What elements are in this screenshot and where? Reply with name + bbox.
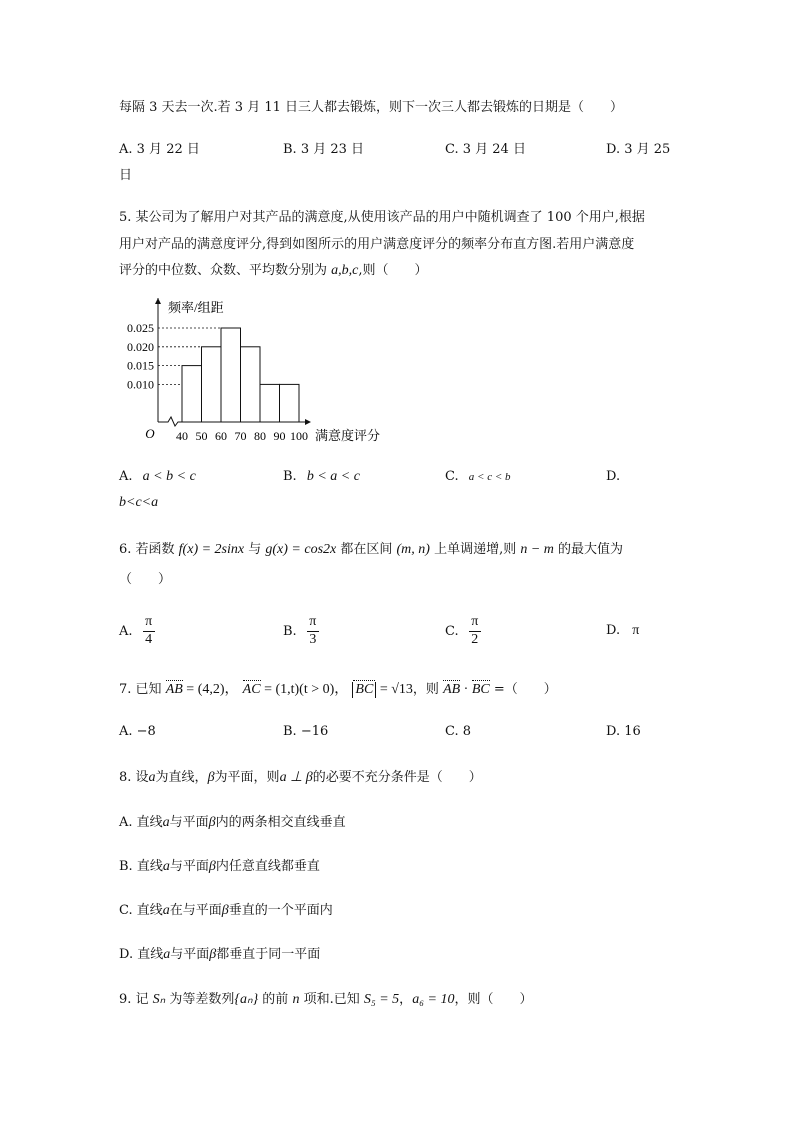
q7-option-a: A. −8 bbox=[119, 724, 156, 739]
q7-post: =（ ） bbox=[489, 682, 557, 697]
q6-line1 bbox=[119, 538, 623, 558]
q6-b-num: π bbox=[309, 614, 317, 629]
q9-sn: Sₙ bbox=[152, 992, 166, 1007]
q8-b-t0: B. 直线 bbox=[119, 859, 163, 874]
q4-stem: 每隔 3 天去一次.若 3 月 11 日三人都去锻炼，则下一次三人都去锻炼的日期是（ ） bbox=[119, 100, 624, 115]
q4-option-d: D. 3 月 25 bbox=[606, 142, 671, 157]
q8-option-d bbox=[119, 943, 320, 963]
q8-a: a bbox=[148, 770, 156, 785]
q8-d-var: a bbox=[163, 947, 171, 962]
q7-bc-val: = √13 bbox=[376, 682, 413, 697]
y-axis-arrow bbox=[155, 298, 161, 304]
q6-mid3: 上单调递增,则 bbox=[429, 542, 521, 557]
q8-c-beta: β bbox=[221, 903, 229, 918]
q8-perp: a ⊥ β bbox=[279, 770, 313, 785]
q7-ac-val: = (1,t)(t > 0)， bbox=[260, 682, 349, 697]
q5-line3 bbox=[119, 259, 428, 279]
q6-a-num: π bbox=[145, 614, 153, 629]
q6-d-val: π bbox=[632, 623, 640, 638]
q9-comma: ， bbox=[399, 992, 413, 1007]
x-tick-label: 80 bbox=[254, 429, 266, 443]
q8-option-b bbox=[119, 855, 320, 875]
x-tick-label: 50 bbox=[195, 429, 208, 443]
q7-dot-bc: BC bbox=[471, 682, 490, 697]
q7-vec-bc: BC bbox=[352, 682, 376, 698]
x-tick-label: 40 bbox=[176, 429, 188, 443]
q7-dot-ab: AB bbox=[443, 682, 461, 697]
histogram-bar bbox=[280, 384, 300, 422]
q8-b-beta: β bbox=[208, 859, 216, 874]
q9-s5: S₅ = 5 bbox=[363, 992, 400, 1007]
q9-a6: a₆ = 10 bbox=[412, 992, 455, 1007]
q8-d-t1: 与平面 bbox=[170, 947, 210, 962]
q6-mid2: 都在区间 bbox=[336, 542, 397, 557]
q5-option-b bbox=[283, 469, 360, 485]
q8-b-t1: 与平面 bbox=[169, 859, 209, 874]
q8-a-t0: A. 直线 bbox=[119, 815, 163, 830]
q4-option-b: B. 3 月 23 日 bbox=[283, 142, 365, 157]
q7-option-b: B. −16 bbox=[283, 724, 329, 739]
x-tick-label: 60 bbox=[215, 429, 227, 443]
x-axis-label: 满意度评分 bbox=[315, 428, 381, 443]
q5-option-c bbox=[445, 469, 511, 484]
q5-option-d-expr: b<c<a bbox=[119, 495, 159, 510]
q9-mid3: 项和.已知 bbox=[299, 992, 364, 1007]
q5-option-b-expr: b < a < c bbox=[306, 469, 360, 484]
histogram-bar bbox=[260, 384, 280, 422]
q8-c-t2: 垂直的一个平面内 bbox=[228, 903, 333, 918]
q5-line2: 用户对产品的满意度评分,得到如图所示的用户满意度评分的频率分布直方图.若用户满意度 bbox=[119, 237, 635, 252]
histogram-bar bbox=[241, 347, 261, 422]
q5-option-d: D. bbox=[606, 469, 621, 484]
q9-an: {aₙ} bbox=[234, 992, 259, 1007]
q5-line1: 5. 某公司为了解用户对其产品的满意度,从使用该产品的用户中随机调查了 100 个用户,根据 bbox=[119, 210, 645, 225]
y-tick-label: 0.010 bbox=[127, 377, 154, 392]
q6-option-d-label: D. bbox=[606, 623, 621, 638]
q6-line2: （ ） bbox=[119, 572, 172, 587]
q9-mid: 为等差数列 bbox=[165, 992, 235, 1007]
x-axis-arrow bbox=[305, 419, 311, 425]
q6-g: g(x) = cos2x bbox=[265, 542, 337, 557]
x-tick-label: 70 bbox=[234, 429, 247, 443]
q8-option-c bbox=[119, 899, 333, 919]
q6-option-a-label: A. bbox=[119, 623, 133, 639]
origin-label: O bbox=[145, 426, 155, 441]
q6-option-b-label: B. bbox=[283, 623, 297, 639]
q8-c-var: a bbox=[162, 903, 170, 918]
q8-d-t0: D. 直线 bbox=[119, 947, 164, 962]
y-tick-label: 0.015 bbox=[127, 358, 154, 373]
q5-option-a-label: A. bbox=[119, 469, 133, 484]
q5-vars: a,b,c bbox=[331, 263, 359, 278]
y-tick-label: 0.025 bbox=[127, 321, 154, 335]
q8-a-t1: 与平面 bbox=[169, 815, 209, 830]
q7-vec-ac: AC bbox=[242, 682, 261, 697]
q6-option-d bbox=[606, 623, 639, 639]
q5-option-b-label: B. bbox=[283, 469, 297, 484]
q7-pre: 7. 已知 bbox=[119, 682, 162, 697]
q5-option-a-expr: a < b < c bbox=[142, 469, 196, 484]
q8-a-t2: 内的两条相交直线垂直 bbox=[215, 815, 346, 830]
q6-f: f(x) = 2sinx bbox=[178, 542, 245, 557]
q9-stem bbox=[119, 988, 533, 1008]
q6-option-b bbox=[283, 614, 319, 649]
q6-c-den: 2 bbox=[471, 631, 479, 647]
q8-option-a bbox=[119, 811, 346, 831]
q9-pre: 9. 记 bbox=[119, 992, 153, 1007]
q6-a-den: 4 bbox=[145, 631, 153, 647]
q6-pre: 6. 若函数 bbox=[119, 542, 179, 557]
q7-dot: · bbox=[460, 682, 472, 697]
x-tick-label: 90 bbox=[273, 429, 286, 443]
q5-option-c-expr: a < c < b bbox=[468, 471, 511, 483]
q5-line3-post: ,则（ ） bbox=[358, 263, 428, 278]
q4-option-d-wrap: 日 bbox=[119, 168, 133, 183]
q8-c-t0: C. 直线 bbox=[119, 903, 163, 918]
q8-a-beta: β bbox=[208, 815, 216, 830]
q6-c-num: π bbox=[471, 614, 479, 629]
q5-option-c-label: C. bbox=[445, 469, 459, 484]
q9-mid2: 的前 bbox=[258, 992, 293, 1007]
q8-mid: 为直线， bbox=[155, 770, 208, 785]
q5-option-a bbox=[119, 469, 196, 485]
y-tick-label: 0.020 bbox=[127, 339, 154, 354]
q4-option-c: C. 3 月 24 日 bbox=[445, 142, 526, 157]
q5-line3-pre: 评分的中位数、众数、平均数分别为 bbox=[119, 263, 332, 278]
q7-vec-ab: AB bbox=[165, 682, 183, 697]
q7-then: ，则 bbox=[412, 682, 439, 697]
q7-option-d: D. 16 bbox=[606, 724, 641, 739]
q6-option-a bbox=[119, 614, 155, 649]
q8-a-var: a bbox=[162, 815, 170, 830]
q6-mid1: 与 bbox=[244, 542, 266, 557]
histogram-bar bbox=[221, 328, 241, 422]
q6-option-c-label: C. bbox=[445, 623, 459, 639]
q6-option-c bbox=[445, 614, 481, 649]
q4-option-a: A. 3 月 22 日 bbox=[119, 142, 200, 157]
q7-ab-val: = (4,2)， bbox=[182, 682, 239, 697]
q8-pre: 8. 设 bbox=[119, 770, 149, 785]
q6-nm: n − m bbox=[520, 542, 554, 557]
histogram-bar bbox=[182, 366, 202, 422]
q8-beta: β bbox=[207, 770, 215, 785]
q8-c-t1: 在与平面 bbox=[169, 903, 222, 918]
q9-post: ，则（ ） bbox=[454, 992, 533, 1007]
q8-mid2: 为平面，则 bbox=[214, 770, 280, 785]
q6-b-den: 3 bbox=[309, 631, 317, 647]
histogram-bar bbox=[202, 347, 222, 422]
q8-stem bbox=[119, 766, 482, 786]
q6-interval: (m, n) bbox=[396, 542, 430, 557]
histogram bbox=[110, 290, 410, 450]
q6-post: 的最大值为 bbox=[553, 542, 624, 557]
q7-option-c: C. 8 bbox=[445, 724, 472, 739]
q7-stem bbox=[119, 678, 557, 698]
q8-b-var: a bbox=[162, 859, 170, 874]
y-axis-label: 频率/组距 bbox=[168, 300, 224, 315]
x-tick-label: 100 bbox=[290, 429, 308, 443]
q8-b-t2: 内任意直线都垂直 bbox=[215, 859, 320, 874]
q8-d-beta: β bbox=[209, 947, 217, 962]
q9-n: n bbox=[292, 992, 300, 1007]
q8-post: 的必要不充分条件是（ ） bbox=[312, 770, 482, 785]
q8-d-t2: 都垂直于同一平面 bbox=[216, 947, 321, 962]
